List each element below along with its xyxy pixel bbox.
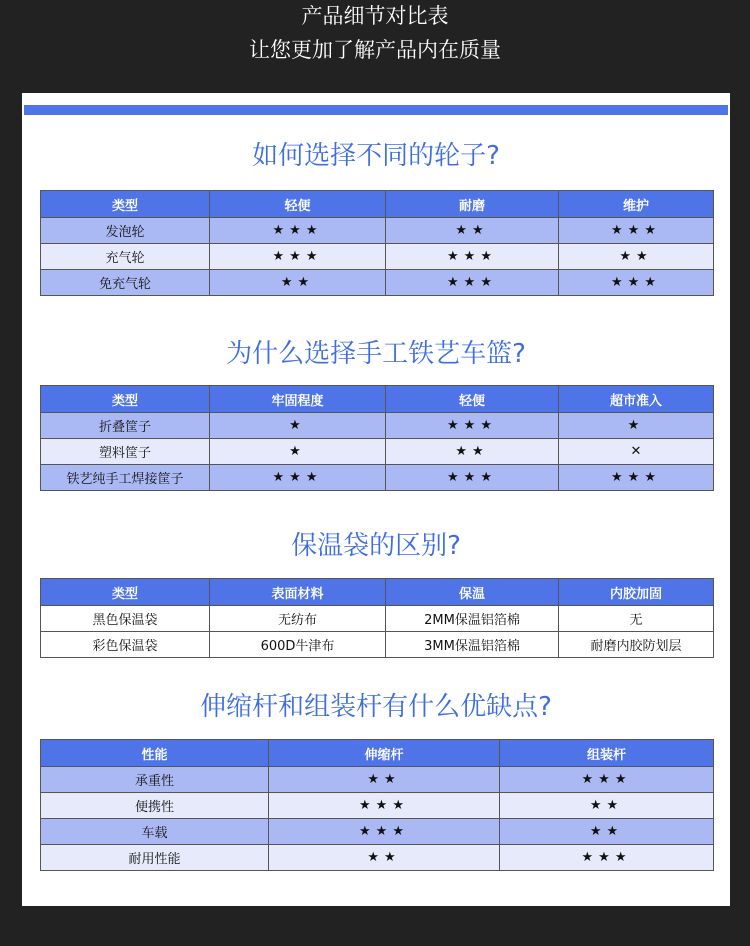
table-cell: 600D牛津布 bbox=[210, 632, 386, 658]
thermal-bags-table bbox=[40, 578, 714, 658]
table-cell: 耐磨内胶防划层 bbox=[559, 632, 714, 658]
col-header: 轻便 bbox=[210, 191, 386, 218]
star-rating: ★★ bbox=[500, 793, 714, 819]
col-header: 类型 bbox=[41, 386, 210, 413]
section-title-baskets: 为什么选择手工铁艺车篮? bbox=[226, 339, 526, 369]
poles-table bbox=[40, 739, 714, 871]
row-label: 折叠筐子 bbox=[41, 413, 210, 439]
table-row bbox=[41, 819, 714, 845]
baskets-table bbox=[40, 385, 714, 491]
col-header: 内胶加固 bbox=[559, 579, 714, 606]
star-rating: ★★★ bbox=[500, 767, 714, 793]
row-label: 彩色保温袋 bbox=[41, 632, 210, 658]
star-rating: ★★★ bbox=[559, 270, 714, 296]
table-row bbox=[41, 632, 714, 658]
star-rating: ★★★ bbox=[210, 244, 386, 270]
table-cell: 3MM保温铝箔棉 bbox=[386, 632, 559, 658]
col-header: 组装杆 bbox=[500, 740, 714, 767]
row-label: 免充气轮 bbox=[41, 270, 210, 296]
table-header-row bbox=[41, 191, 714, 218]
row-label: 黑色保温袋 bbox=[41, 606, 210, 632]
col-header: 超市准入 bbox=[559, 386, 714, 413]
col-header: 表面材料 bbox=[210, 579, 386, 606]
star-rating: ★★ bbox=[386, 439, 559, 465]
table-row bbox=[41, 465, 714, 491]
table-row bbox=[41, 793, 714, 819]
col-header: 类型 bbox=[41, 191, 210, 218]
col-header: 性能 bbox=[41, 740, 269, 767]
star-rating: ★★★ bbox=[500, 845, 714, 871]
row-label: 铁艺纯手工焊接筐子 bbox=[41, 465, 210, 491]
row-label: 车载 bbox=[41, 819, 269, 845]
col-header: 保温 bbox=[386, 579, 559, 606]
star-rating: ★ bbox=[559, 413, 714, 439]
table-cell: 无纺布 bbox=[210, 606, 386, 632]
table-cell: 2MM保温铝箔棉 bbox=[386, 606, 559, 632]
star-rating: ★★ bbox=[210, 270, 386, 296]
section-title-wheels: 如何选择不同的轮子? bbox=[252, 141, 500, 171]
row-label: 充气轮 bbox=[41, 244, 210, 270]
section-title-thermal-bags: 保温袋的区别? bbox=[291, 531, 461, 561]
table-row bbox=[41, 218, 714, 244]
row-label: 承重性 bbox=[41, 767, 269, 793]
star-rating: ★★ bbox=[500, 819, 714, 845]
table-row bbox=[41, 413, 714, 439]
table-row bbox=[41, 845, 714, 871]
table-row bbox=[41, 606, 714, 632]
table-row bbox=[41, 270, 714, 296]
table-header-row bbox=[41, 386, 714, 413]
table-cell: 无 bbox=[559, 606, 714, 632]
star-rating: ★★★ bbox=[386, 413, 559, 439]
table-row bbox=[41, 439, 714, 465]
star-rating: ★★★ bbox=[269, 819, 500, 845]
col-header: 类型 bbox=[41, 579, 210, 606]
star-rating: ★★ bbox=[269, 845, 500, 871]
star-rating: ★★★ bbox=[210, 218, 386, 244]
page-title: 产品细节对比表 bbox=[301, 4, 449, 28]
row-label: 耐用性能 bbox=[41, 845, 269, 871]
row-label: 塑料筐子 bbox=[41, 439, 210, 465]
star-rating: ★★★ bbox=[559, 465, 714, 491]
star-rating: ★ bbox=[210, 439, 386, 465]
comparison-card bbox=[22, 93, 730, 906]
col-header: 轻便 bbox=[386, 386, 559, 413]
star-rating: ★ bbox=[210, 413, 386, 439]
col-header: 维护 bbox=[559, 191, 714, 218]
star-rating: ★★★ bbox=[210, 465, 386, 491]
col-header: 牢固程度 bbox=[210, 386, 386, 413]
row-label: 发泡轮 bbox=[41, 218, 210, 244]
star-rating: ★★★ bbox=[386, 465, 559, 491]
table-row bbox=[41, 244, 714, 270]
wheels-table bbox=[40, 190, 714, 296]
star-rating: ★★ bbox=[269, 767, 500, 793]
star-rating: ★★ bbox=[559, 244, 714, 270]
page-subtitle: 让您更加了解产品内在质量 bbox=[249, 38, 501, 62]
section-title-poles: 伸缩杆和组装杆有什么优缺点? bbox=[200, 692, 552, 722]
row-label: 便携性 bbox=[41, 793, 269, 819]
star-rating: ★★★ bbox=[269, 793, 500, 819]
table-header-row bbox=[41, 579, 714, 606]
col-header: 耐磨 bbox=[386, 191, 559, 218]
cross-icon: ✕ bbox=[559, 439, 714, 465]
table-row bbox=[41, 767, 714, 793]
star-rating: ★★★ bbox=[386, 270, 559, 296]
col-header: 伸缩杆 bbox=[269, 740, 500, 767]
card-accent-bar bbox=[24, 105, 728, 115]
table-header-row bbox=[41, 740, 714, 767]
star-rating: ★★★ bbox=[386, 244, 559, 270]
star-rating: ★★ bbox=[386, 218, 559, 244]
star-rating: ★★★ bbox=[559, 218, 714, 244]
